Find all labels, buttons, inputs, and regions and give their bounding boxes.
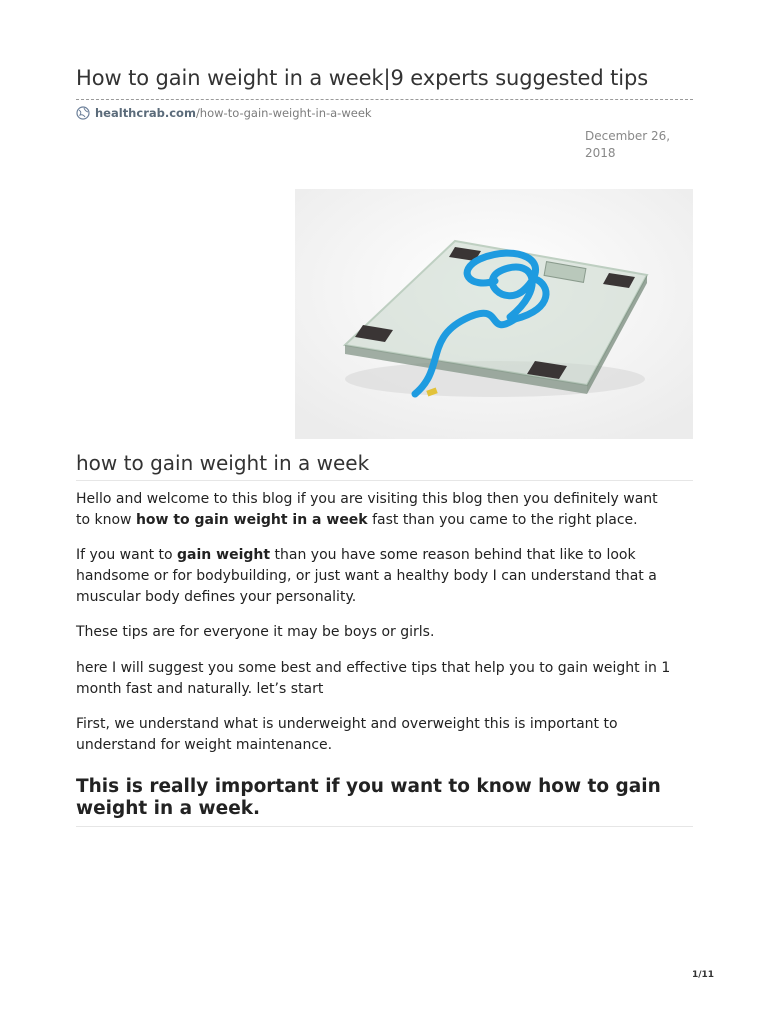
source-domain[interactable]: healthcrab.com [95, 106, 196, 120]
title-divider [76, 99, 693, 100]
page-number: 1/11 [692, 970, 715, 980]
hero-image [295, 189, 693, 439]
paragraph-underweight: First, we understand what is underweight and overweight this is important to understand for weight maintenance. [76, 716, 618, 753]
weighing-scale-with-measuring-tape-icon [295, 189, 693, 439]
paragraph-intro: Hello and welcome to this blog if you are visiting this blog then you definitely want to know how to gain weight in a week fast than you came to the right place. [76, 491, 658, 528]
page-title: How to gain weight in a week|9 experts suggested tips [76, 66, 649, 90]
source-path[interactable]: /how-to-gain-weight-in-a-week [195, 106, 372, 120]
paragraph-reasons: If you want to gain weight than you have some reason behind that like to look handsome or for bodybuilding, or just want a healthy body I can understand that a muscular body defines your personality. [76, 547, 657, 605]
subheading-divider [76, 480, 693, 481]
globe-icon [76, 106, 90, 120]
source-link[interactable] [76, 105, 372, 121]
bold-keyword: gain weight [177, 547, 271, 563]
section-heading: This is really important if you want to know how to gain weight in a week. [76, 776, 661, 819]
paragraph-tips-intro: here I will suggest you some best and effective tips that help you to gain weight in 1 month fast and naturally. let’s start [76, 660, 671, 697]
section-divider [76, 826, 693, 827]
bold-keyword: how to gain weight in a week [135, 512, 368, 528]
publish-date: December 26, 2018 [585, 129, 671, 160]
article-subheading: how to gain weight in a week [76, 451, 370, 475]
paragraph-audience: These tips are for everyone it may be boys or girls. [76, 624, 435, 640]
